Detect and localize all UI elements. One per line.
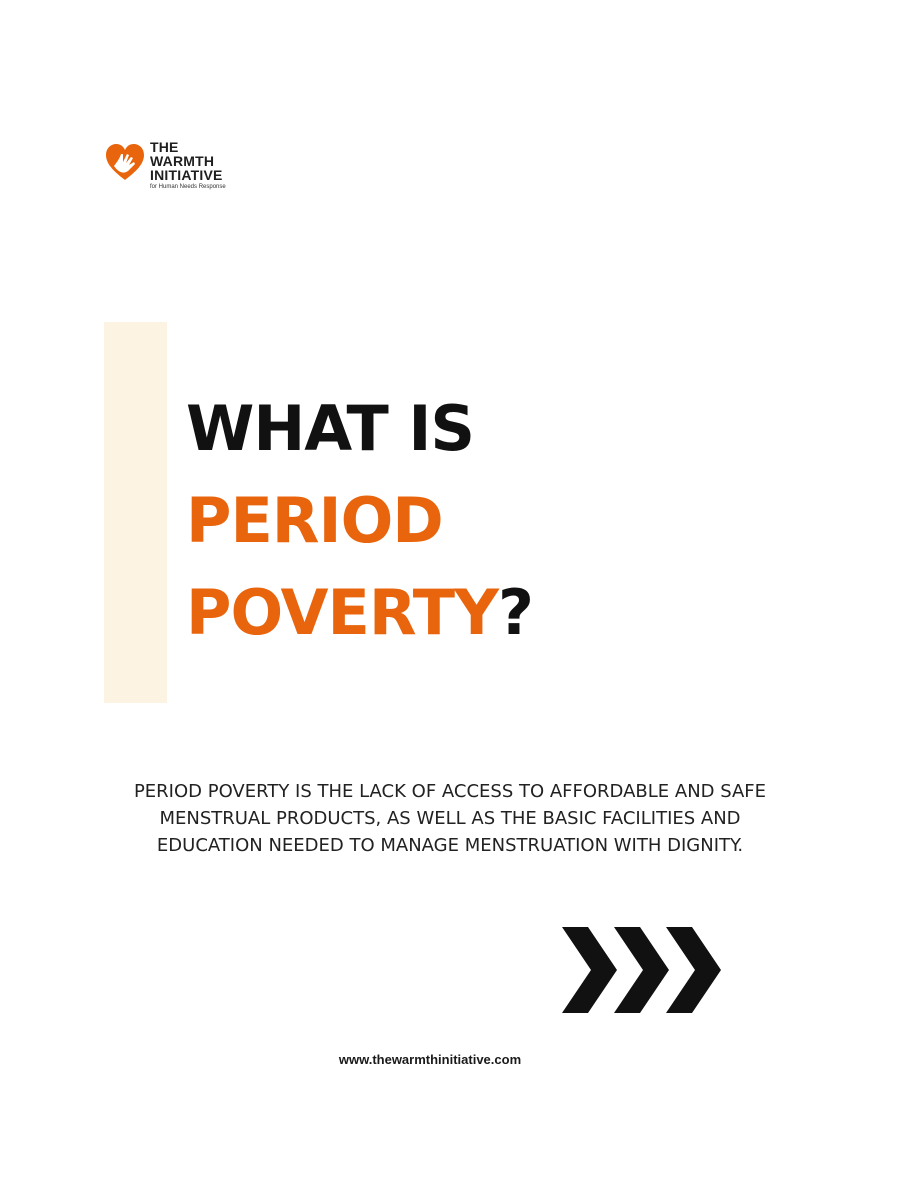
headline-line-1: WHAT IS [186, 392, 475, 465]
brand-line-2: WARMTH [150, 153, 215, 169]
headline-line-2: PERIOD [186, 484, 443, 557]
headline-question-mark: ? [497, 576, 533, 649]
description-line-3: EDUCATION NEEDED TO MANAGE MENSTRUATION WITH DIGNITY. [156, 835, 744, 856]
headline-line-3 [186, 567, 533, 659]
brand-logo [104, 140, 234, 194]
headline-highlight: POVERTY [186, 576, 498, 649]
description-line-1: PERIOD POVERTY IS THE LACK OF ACCESS TO AFFORDABLE AND SAFE [133, 781, 767, 802]
triple-chevron-right-icon [560, 927, 724, 1013]
brand-line-3: INITIATIVE [150, 167, 223, 183]
brand-line-1: THE [150, 139, 179, 155]
accent-bar [104, 322, 167, 703]
headline [186, 383, 533, 659]
brand-tagline: for Human Needs Response [150, 184, 226, 190]
description-line-2: MENSTRUAL PRODUCTS, AS WELL AS THE BASIC FACILITIES AND [159, 808, 741, 829]
website-link[interactable]: www.thewarmthinitiative.com [338, 1052, 522, 1067]
brand-wordmark [150, 140, 226, 191]
heart-hand-icon [104, 142, 146, 182]
description [100, 778, 800, 859]
